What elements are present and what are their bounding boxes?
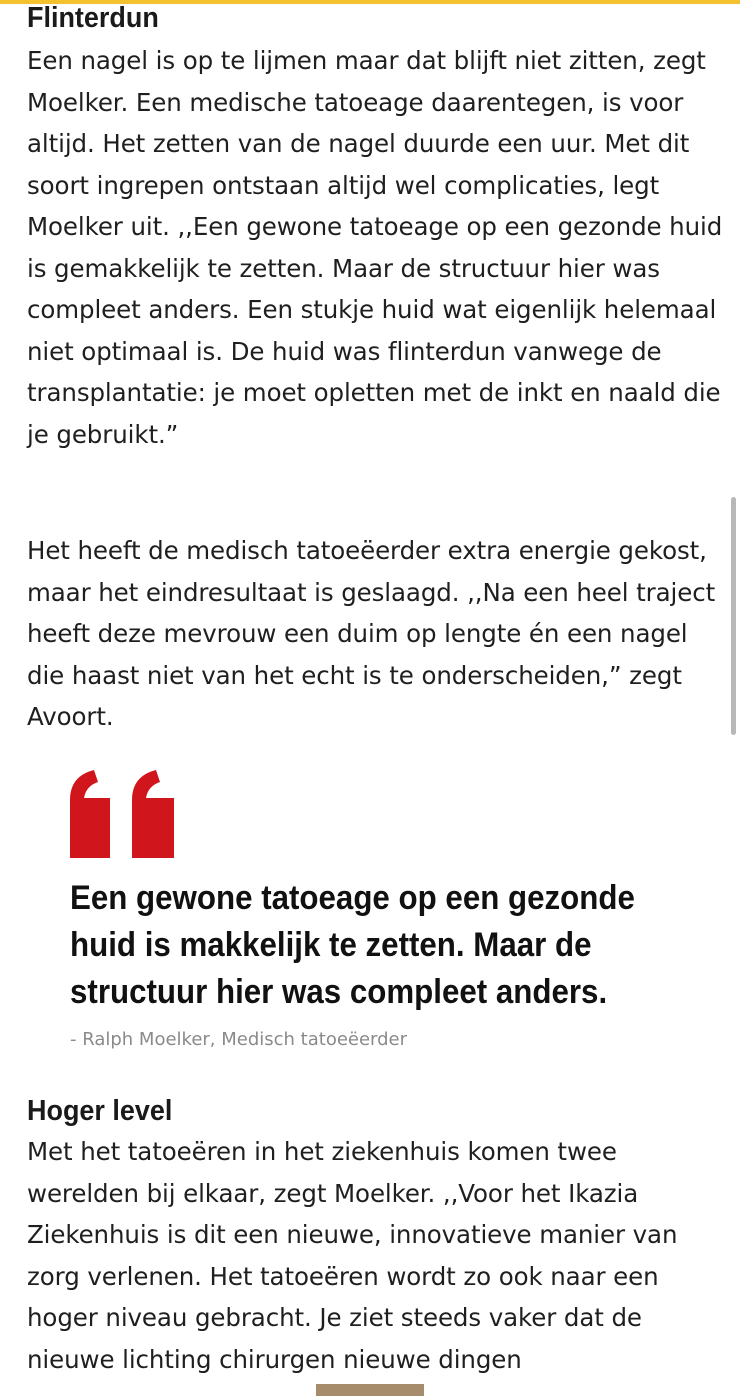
article-image-preview	[316, 1384, 424, 1396]
article-paragraph-3: Met het tatoeëren in het ziekenhuis komen twee werelden bij elkaar, zegt Moelker. ,,Voor het Ikazia Ziekenhuis is dit een nieuwe, innovatieve manier van zorg verlenen. Het tatoeëren wordt zo ook naar een hoger niveau gebracht. Je ziet steeds vaker dat de nieuwe lichting chirurgen nieuwe dingen	[27, 1137, 678, 1374]
quote-mark-icon	[70, 770, 174, 858]
section-heading-flinterdun: Flinterdun	[27, 2, 159, 34]
pull-quote-text: Een gewone tatoeage op een gezonde huid is makkelijk te zetten. Maar de structuur hier was compleet anders.	[70, 879, 635, 1011]
scrollbar-thumb[interactable]	[731, 497, 736, 735]
pull-quote-attribution: - Ralph Moelker, Medisch tatoeëerder	[70, 1029, 408, 1050]
article-paragraph-2: Het heeft de medisch tatoeëerder extra energie gekost, maar het eindresultaat is geslaagd. ,,Na een heel traject heeft deze mevrouw een duim op lengte én een nagel die haast niet van het echt is te onderscheiden,” zegt Avoort.	[27, 536, 716, 731]
article-paragraph-1: Een nagel is op te lijmen maar dat blijft niet zitten, zegt Moelker. Een medische tatoeage daarentegen, is voor altijd. Het zetten van de nagel duurde een uur. Met dit soort ingrepen ontstaan altijd wel complicaties, legt Moelker uit. ,,Een gewone tatoeage op een gezonde huid is gemakkelijk te zetten. Maar de structuur hier was compleet anders. Een stukje huid wat eigenlijk helemaal niet optimaal is. De huid was flinterdun vanwege de transplantatie: je moet opletten met de inkt en naald die je gebruikt.”	[27, 46, 723, 449]
section-heading-hoger-level: Hoger level	[27, 1095, 173, 1127]
